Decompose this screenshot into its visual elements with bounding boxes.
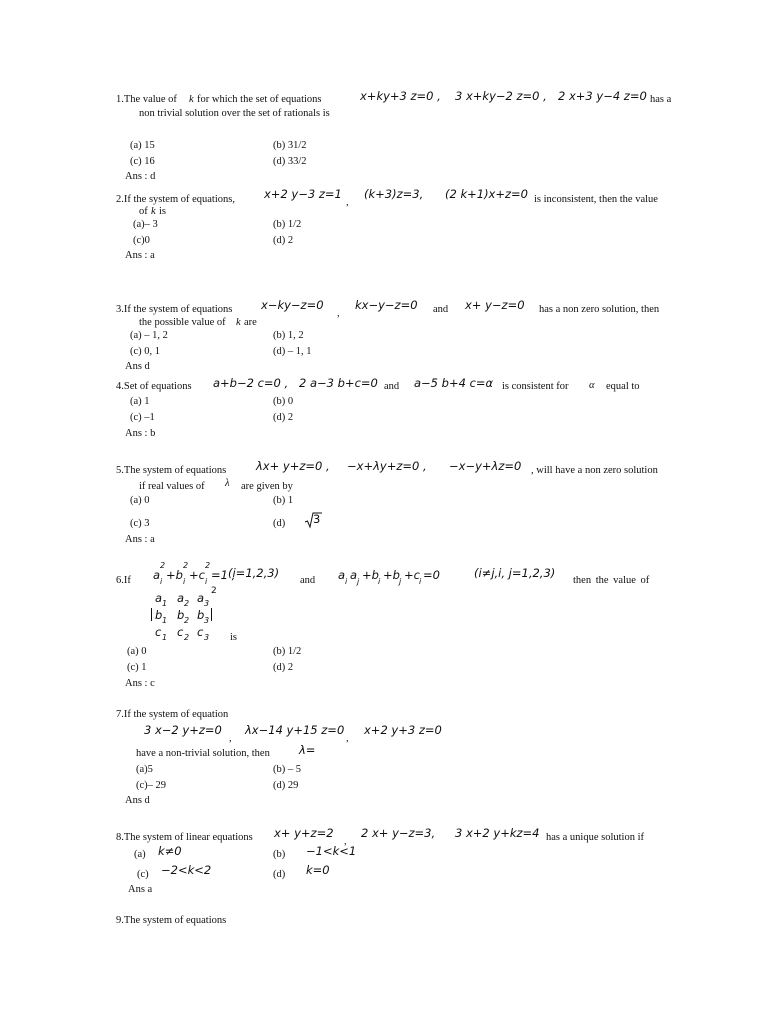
q7-eq1: 3 x−2 y+z=0 <box>144 723 222 737</box>
q1-option-a: (a) 15 <box>130 140 155 151</box>
det-b1: b <box>155 608 163 622</box>
q5-option-c: (c) 3 <box>130 518 150 529</box>
q1-eq2: 3 x+ky−2 z=0 , <box>455 89 547 103</box>
q7-lambda-eq: λ= <box>299 743 316 757</box>
q8-eq1: x+ y+z=2 <box>274 826 334 840</box>
q8-option-d-math: k=0 <box>306 863 330 877</box>
q6-condition: (i≠j,i, j=1,2,3) <box>474 566 556 580</box>
q4-eq3: a−5 b+4 c=α <box>414 376 494 390</box>
q6-eq2-a2: a <box>350 568 358 582</box>
q2-answer: Ans : a <box>125 250 155 261</box>
det-b3: b <box>197 608 205 622</box>
q7-option-b: (b) – 5 <box>273 764 301 775</box>
q3-comma1: , <box>337 308 340 319</box>
det-b1-sub: 1 <box>162 616 168 625</box>
q8-option-b: (b) <box>273 849 286 860</box>
det-c1-sub: 1 <box>162 633 168 642</box>
q7-stem: 7.If the system of equation <box>116 709 229 720</box>
q5-cont1: if real values of <box>139 481 205 492</box>
q3-tail: has a non zero solution, then <box>539 304 660 315</box>
q1-k: k <box>189 94 194 105</box>
q4-and: and <box>384 381 400 392</box>
q2-option-b: (b) 1/2 <box>273 219 302 230</box>
q5-option-b: (b) 1 <box>273 495 294 506</box>
q6-eq1-sup-b: 2 <box>183 561 189 570</box>
q3-option-a: (a) – 1, 2 <box>130 330 168 341</box>
det-right-bar <box>211 608 212 621</box>
q5-eq3: −x−y+λz=0 <box>449 459 522 473</box>
q2-k: k <box>151 206 156 217</box>
q9-stem: 9.The system of equations <box>116 915 227 926</box>
q1-answer: Ans : d <box>125 171 156 182</box>
q8-eq3: 3 x+2 y+kz=4 <box>455 826 540 840</box>
q5-answer: Ans : a <box>125 534 155 545</box>
q4-tail: is consistent for <box>502 381 569 392</box>
q2-cont2: is <box>159 206 167 217</box>
q6-eq2-b2: +b <box>383 568 400 582</box>
q6-eq1-sup-a: 2 <box>160 561 166 570</box>
det-power: 2 <box>211 586 217 596</box>
det-a2: a <box>177 591 185 605</box>
q6-option-c: (c) 1 <box>127 662 147 673</box>
q8-option-c: (c) <box>137 869 149 880</box>
q6-eq2-sub-j2: j <box>399 577 402 586</box>
det-c3-sub: 3 <box>204 633 210 642</box>
q6-eq2-tail: =0 <box>423 568 440 582</box>
q7-option-d: (d) 29 <box>273 780 299 791</box>
q8-option-b-math: −1<k<1 <box>306 844 357 858</box>
q6-stem: 6.If <box>116 575 131 586</box>
q6-eq1-sub-a: i <box>160 577 163 586</box>
q1-option-d: (d) 33/2 <box>273 156 307 167</box>
q7-cont: have a non-trivial solution, then <box>136 748 270 759</box>
q2-eq3: (2 k+1)x+z=0 <box>445 187 528 201</box>
q5-option-d: (d) <box>273 518 286 529</box>
q3-option-c: (c) 0, 1 <box>130 346 161 357</box>
q8-tail: has a unique solution if <box>546 832 644 843</box>
det-b2: b <box>177 608 185 622</box>
q6-option-b: (b) 1/2 <box>273 646 302 657</box>
q4-alpha: α <box>589 380 595 391</box>
det-c1: c <box>155 625 162 639</box>
q5-tail: , will have a non zero solution <box>531 465 658 476</box>
q2-comma1: , <box>346 197 349 208</box>
q6-eq2-sub-j1: j <box>357 577 360 586</box>
q7-answer: Ans d <box>125 795 150 806</box>
det-c3: c <box>197 625 204 639</box>
q3-eq3: x+ y−z=0 <box>465 298 525 312</box>
q5-eq2: −x+λy+z=0 , <box>347 459 427 473</box>
q6-option-d: (d) 2 <box>273 662 294 673</box>
q6-eq2-a: a <box>338 568 346 582</box>
q5-eq1: λx+ y+z=0 , <box>256 459 330 473</box>
q3-stem: 3.If the system of equations <box>116 304 233 315</box>
q2-option-c: (c)0 <box>133 235 150 246</box>
q6-eq2-c: +c <box>404 568 420 582</box>
det-b2-sub: 2 <box>184 616 190 625</box>
q7-eq2: λx−14 y+15 z=0 <box>245 723 345 737</box>
q3-answer: Ans d <box>125 361 150 372</box>
q4-answer: Ans : b <box>125 428 156 439</box>
q8-option-d: (d) <box>273 869 286 880</box>
q6-eq2-sub-i1: i <box>345 577 348 586</box>
det-a1: a <box>155 591 163 605</box>
q1-eq3: 2 x+3 y−4 z=0 <box>558 89 647 103</box>
q6-eq1-tail: =1 , <box>211 568 236 582</box>
det-b3-sub: 3 <box>204 616 210 625</box>
q1-stem: 1.The value of <box>116 94 177 105</box>
q4-stem: 4.Set of equations <box>116 381 192 392</box>
q3-and: and <box>433 304 449 315</box>
q8-comma1: , <box>344 836 347 847</box>
q8-eq2: 2 x+ y−z=3, <box>361 826 436 840</box>
q6-and: and <box>300 575 316 586</box>
det-left-bar <box>151 608 152 621</box>
det-c2: c <box>177 625 184 639</box>
det-a3-sub: 3 <box>204 599 210 608</box>
q6-eq2-sub-i3: i <box>419 577 422 586</box>
q2-stem: 2.If the system of equations, <box>116 194 235 205</box>
q1-cont: non trivial solution over the set of rationals is <box>139 108 330 119</box>
q6-option-a: (a) 0 <box>127 646 147 657</box>
q4-option-d: (d) 2 <box>273 412 294 423</box>
q8-stem: 8.The system of linear equations <box>116 832 253 843</box>
det-a2-sub: 2 <box>184 599 190 608</box>
q7-option-a: (a)5 <box>136 764 153 775</box>
q2-cont1: of <box>139 206 148 217</box>
q3-cont2: are <box>244 317 257 328</box>
q8-answer: Ans a <box>128 884 153 895</box>
q6-eq1-b: +b <box>166 568 183 582</box>
q6-tail: then the value of <box>573 575 650 586</box>
q2-option-a: (a)– 3 <box>133 219 158 230</box>
q2-eq2: (k+3)z=3, <box>364 187 424 201</box>
q1-option-b: (b) 31/2 <box>273 140 307 151</box>
q8-option-a: (a) <box>134 849 146 860</box>
q6-eq2-b: +b <box>362 568 379 582</box>
det-a3: a <box>197 591 205 605</box>
q7-option-c: (c)– 29 <box>136 780 167 791</box>
q2-eq1: x+2 y−3 z=1 <box>264 187 342 201</box>
q6-answer: Ans : c <box>125 678 155 689</box>
q1-eq1: x+ky+3 z=0 , <box>360 89 441 103</box>
q2-tail: is inconsistent, then the value <box>534 194 658 205</box>
det-a1-sub: 1 <box>162 599 168 608</box>
q5-cont2: are given by <box>241 481 293 492</box>
q8-option-c-math: −2<k<2 <box>161 863 212 877</box>
q3-k: k <box>236 317 241 328</box>
q4-option-a: (a) 1 <box>130 396 150 407</box>
q1-stem2: for which the set of equations <box>197 94 322 105</box>
q5-option-a: (a) 0 <box>130 495 150 506</box>
q4-eq1: a+b−2 c=0 , <box>213 376 289 390</box>
q4-option-c: (c) –1 <box>130 412 155 423</box>
q7-eq3: x+2 y+3 z=0 <box>364 723 442 737</box>
q6-eq1-sup-c: 2 <box>205 561 211 570</box>
q4-option-b: (b) 0 <box>273 396 294 407</box>
q3-cont1: the possible value of <box>139 317 226 328</box>
q3-eq2: kx−y−z=0 <box>355 298 418 312</box>
q6-eq1-range: (i=1,2,3) <box>228 566 280 580</box>
q5-sqrt-arg: 3 <box>313 512 321 526</box>
q3-eq1: x−ky−z=0 <box>261 298 324 312</box>
q6-eq1-sub-b: i <box>183 577 186 586</box>
q4-tail2: equal to <box>606 381 640 392</box>
q6-eq1-c: +c <box>189 568 205 582</box>
q3-option-b: (b) 1, 2 <box>273 330 304 341</box>
q2-option-d: (d) 2 <box>273 235 294 246</box>
q6-eq2-sub-i2: i <box>378 577 381 586</box>
q1-tail: has a <box>650 94 672 105</box>
q6-eq1-sub-c: i <box>205 577 208 586</box>
q1-option-c: (c) 16 <box>130 156 155 167</box>
q3-option-d: (d) – 1, 1 <box>273 346 312 357</box>
q8-option-a-math: k≠0 <box>158 844 182 858</box>
q5-lambda: λ <box>225 478 230 489</box>
det-c2-sub: 2 <box>184 633 190 642</box>
q6-is: is <box>230 632 238 643</box>
q5-stem: 5.The system of equations <box>116 465 227 476</box>
q7-comma1: , <box>229 733 232 744</box>
q7-comma2: , <box>346 733 349 744</box>
q6-eq1-a: a <box>153 568 161 582</box>
q4-eq2: 2 a−3 b+c=0 <box>299 376 378 390</box>
